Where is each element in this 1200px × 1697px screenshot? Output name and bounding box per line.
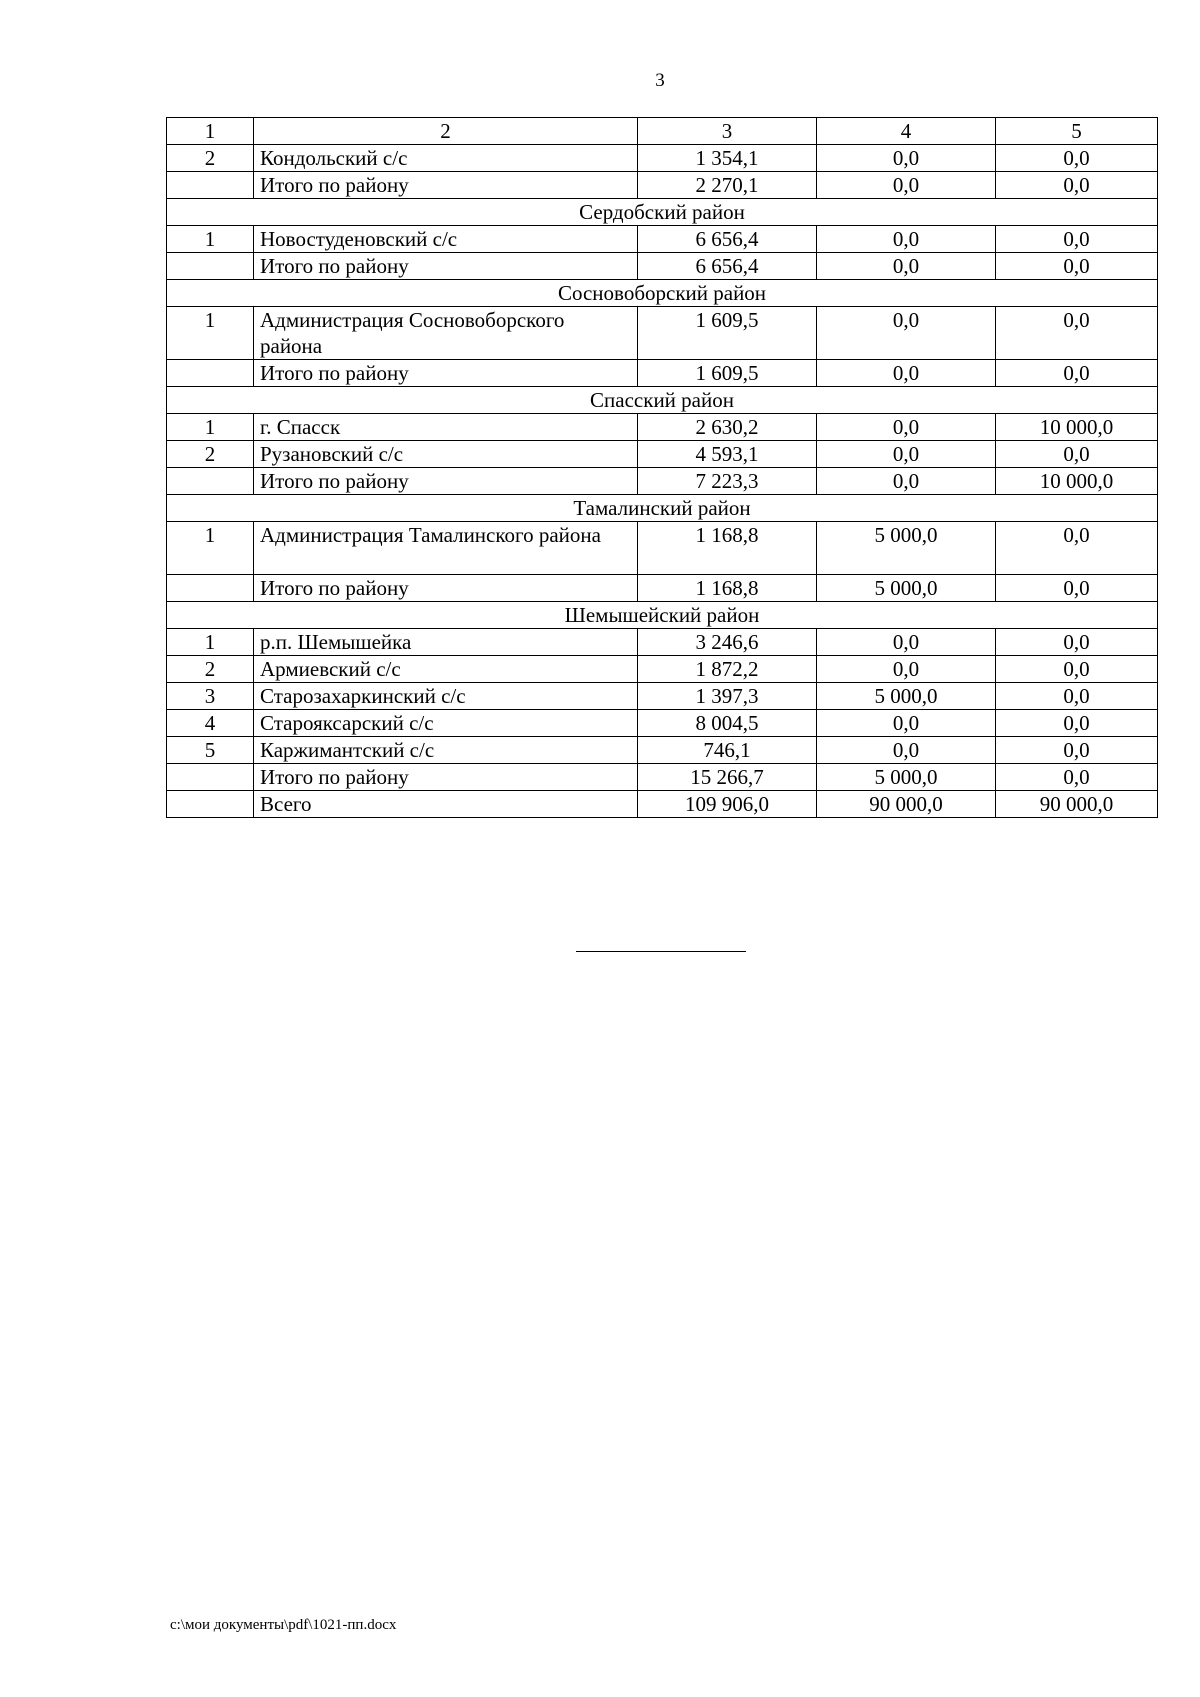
row-name-cell: Итого по району — [254, 172, 638, 199]
row-number-cell — [167, 360, 254, 387]
header-cell: 5 — [996, 118, 1158, 145]
row-name-cell: Всего — [254, 791, 638, 818]
district-heading: Сосновоборский район — [167, 280, 1158, 307]
table-row — [167, 656, 1158, 683]
row-number-cell: 2 — [167, 441, 254, 468]
value-col5-cell: 0,0 — [996, 441, 1158, 468]
value-col5-cell: 0,0 — [996, 656, 1158, 683]
value-col4-cell: 5 000,0 — [817, 522, 996, 575]
value-col5-cell: 0,0 — [996, 145, 1158, 172]
row-name-cell: Итого по району — [254, 360, 638, 387]
row-number-cell: 4 — [167, 710, 254, 737]
table-row — [167, 145, 1158, 172]
table-row — [167, 414, 1158, 441]
row-number-cell: 5 — [167, 737, 254, 764]
value-col4-cell: 0,0 — [817, 656, 996, 683]
row-name-cell: Итого по району — [254, 468, 638, 495]
header-cell: 4 — [817, 118, 996, 145]
value-col3-cell: 1 609,5 — [638, 307, 817, 360]
value-col4-cell: 5 000,0 — [817, 683, 996, 710]
value-col3-cell: 4 593,1 — [638, 441, 817, 468]
row-name-cell: Старозахаркинский с/с — [254, 683, 638, 710]
table-row — [167, 710, 1158, 737]
end-divider-line — [576, 951, 746, 952]
row-name-cell: г. Спасск — [254, 414, 638, 441]
value-col3-cell: 1 872,2 — [638, 656, 817, 683]
value-col4-cell: 0,0 — [817, 172, 996, 199]
value-col5-cell: 0,0 — [996, 253, 1158, 280]
row-name-cell: Администрация Тамалинского района — [254, 522, 638, 575]
value-col3-cell: 2 270,1 — [638, 172, 817, 199]
value-col5-cell: 0,0 — [996, 172, 1158, 199]
value-col5-cell: 10 000,0 — [996, 468, 1158, 495]
value-col4-cell: 0,0 — [817, 710, 996, 737]
row-number-cell: 1 — [167, 226, 254, 253]
row-number-cell — [167, 468, 254, 495]
value-col4-cell: 0,0 — [817, 253, 996, 280]
row-name-cell: Рузановский с/с — [254, 441, 638, 468]
value-col4-cell: 0,0 — [817, 307, 996, 360]
district-heading: Сердобский район — [167, 199, 1158, 226]
value-col5-cell: 10 000,0 — [996, 414, 1158, 441]
value-col5-cell: 0,0 — [996, 764, 1158, 791]
value-col4-cell: 5 000,0 — [817, 764, 996, 791]
district-heading-row — [167, 199, 1158, 226]
table-row — [167, 253, 1158, 280]
table-row — [167, 575, 1158, 602]
allocation-table — [166, 117, 1158, 818]
value-col3-cell: 1 397,3 — [638, 683, 817, 710]
district-heading: Тамалинский район — [167, 495, 1158, 522]
table-row — [167, 441, 1158, 468]
district-heading: Спасский район — [167, 387, 1158, 414]
row-name-cell: Итого по району — [254, 575, 638, 602]
footer-file-path: c:\мои документы\pdf\1021-пп.docx — [170, 1617, 397, 1633]
value-col3-cell: 3 246,6 — [638, 629, 817, 656]
table-row — [167, 683, 1158, 710]
value-col4-cell: 0,0 — [817, 737, 996, 764]
value-col5-cell: 0,0 — [996, 710, 1158, 737]
value-col3-cell: 1 168,8 — [638, 522, 817, 575]
row-number-cell — [167, 791, 254, 818]
value-col3-cell: 1 168,8 — [638, 575, 817, 602]
page-number: 3 — [655, 70, 665, 91]
value-col5-cell: 0,0 — [996, 737, 1158, 764]
table-row — [167, 629, 1158, 656]
value-col3-cell: 2 630,2 — [638, 414, 817, 441]
value-col5-cell: 0,0 — [996, 683, 1158, 710]
table-body — [167, 118, 1158, 818]
row-number-cell: 2 — [167, 656, 254, 683]
row-name-cell: Кондольский с/с — [254, 145, 638, 172]
row-number-cell — [167, 575, 254, 602]
table-row — [167, 172, 1158, 199]
row-number-cell: 1 — [167, 629, 254, 656]
value-col3-cell: 1 609,5 — [638, 360, 817, 387]
row-name-cell: р.п. Шемышейка — [254, 629, 638, 656]
header-cell: 2 — [254, 118, 638, 145]
row-number-cell: 1 — [167, 414, 254, 441]
value-col3-cell: 109 906,0 — [638, 791, 817, 818]
value-col5-cell: 0,0 — [996, 307, 1158, 360]
value-col3-cell: 6 656,4 — [638, 253, 817, 280]
value-col3-cell: 6 656,4 — [638, 226, 817, 253]
value-col3-cell: 8 004,5 — [638, 710, 817, 737]
value-col3-cell: 7 223,3 — [638, 468, 817, 495]
table-row — [167, 522, 1158, 575]
value-col4-cell: 0,0 — [817, 360, 996, 387]
header-cell: 3 — [638, 118, 817, 145]
row-number-cell: 1 — [167, 522, 254, 575]
value-col5-cell: 90 000,0 — [996, 791, 1158, 818]
value-col5-cell: 0,0 — [996, 575, 1158, 602]
table-row — [167, 307, 1158, 360]
table-row — [167, 764, 1158, 791]
value-col5-cell: 0,0 — [996, 522, 1158, 575]
value-col4-cell: 0,0 — [817, 468, 996, 495]
value-col5-cell: 0,0 — [996, 629, 1158, 656]
table-row — [167, 226, 1158, 253]
district-heading-row — [167, 280, 1158, 307]
table-row — [167, 791, 1158, 818]
district-heading-row — [167, 602, 1158, 629]
row-number-cell — [167, 764, 254, 791]
row-name-cell: Итого по району — [254, 253, 638, 280]
value-col5-cell: 0,0 — [996, 360, 1158, 387]
value-col4-cell: 0,0 — [817, 414, 996, 441]
table-header-row — [167, 118, 1158, 145]
row-number-cell: 1 — [167, 307, 254, 360]
value-col4-cell: 0,0 — [817, 145, 996, 172]
row-number-cell — [167, 172, 254, 199]
value-col4-cell: 90 000,0 — [817, 791, 996, 818]
value-col3-cell: 746,1 — [638, 737, 817, 764]
row-number-cell — [167, 253, 254, 280]
value-col5-cell: 0,0 — [996, 226, 1158, 253]
row-number-cell: 3 — [167, 683, 254, 710]
value-col3-cell: 1 354,1 — [638, 145, 817, 172]
value-col4-cell: 0,0 — [817, 226, 996, 253]
table-row — [167, 737, 1158, 764]
district-heading-row — [167, 387, 1158, 414]
row-name-cell: Каржимантский с/с — [254, 737, 638, 764]
value-col4-cell: 5 000,0 — [817, 575, 996, 602]
row-name-cell: Новостуденовский с/с — [254, 226, 638, 253]
row-number-cell: 2 — [167, 145, 254, 172]
table-row — [167, 360, 1158, 387]
row-name-cell: Армиевский с/с — [254, 656, 638, 683]
value-col4-cell: 0,0 — [817, 441, 996, 468]
district-heading-row — [167, 495, 1158, 522]
row-name-cell: Итого по району — [254, 764, 638, 791]
value-col3-cell: 15 266,7 — [638, 764, 817, 791]
value-col4-cell: 0,0 — [817, 629, 996, 656]
table-row — [167, 468, 1158, 495]
header-cell: 1 — [167, 118, 254, 145]
district-heading: Шемышейский район — [167, 602, 1158, 629]
row-name-cell: Администрация Сосновоборского района — [254, 307, 638, 360]
row-name-cell: Старояксарский с/с — [254, 710, 638, 737]
